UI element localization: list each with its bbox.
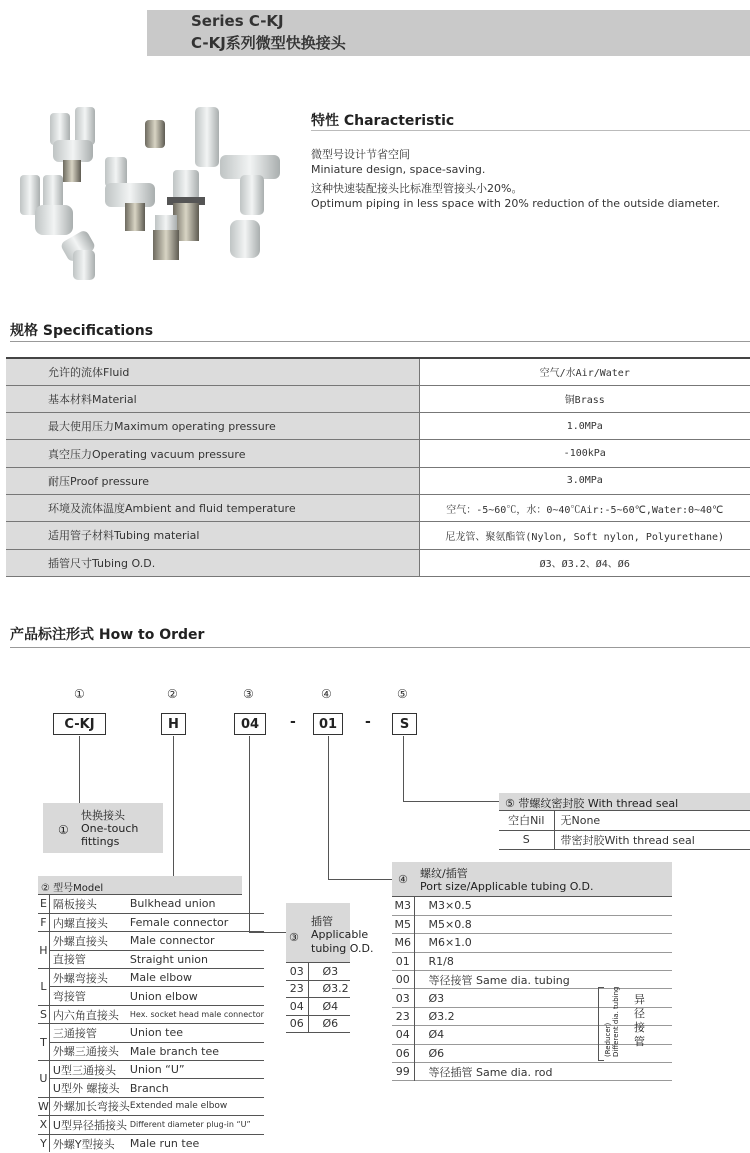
model-row (38, 932, 264, 950)
characteristic-divider (311, 130, 750, 131)
spec-key: 插管尺寸Tubing O.D. (6, 549, 419, 576)
tubing-number: ③ (289, 931, 299, 944)
model-cn: 外螺Y型接头 (52, 1137, 115, 1151)
model-panel-title: ② 型号Model (38, 876, 242, 895)
tubing-desc: Ø4 (322, 999, 339, 1013)
spec-key: 允许的流体Fluid (6, 358, 419, 385)
model-row (38, 895, 264, 913)
tubing-title-en-1: Applicable (311, 928, 369, 941)
spec-key: 最大使用压力Maximum operating pressure (6, 413, 419, 440)
tubing-row (286, 998, 350, 1016)
model-cn: 外螺三通接头 (49, 1042, 130, 1060)
model-code: Y (38, 1134, 49, 1152)
port-code: M6 (392, 934, 414, 952)
model-en: Male connector (130, 932, 264, 950)
series-title-en: Series C-KJ (191, 12, 284, 30)
spec-row (6, 358, 750, 385)
tubing-row (286, 980, 350, 998)
tubing-code: 23 (286, 980, 308, 998)
tubing-header (286, 903, 374, 962)
order-circle-2: ② (167, 687, 178, 701)
port-code: 01 (392, 952, 414, 970)
spec-key: 真空压力Operating vacuum pressure (6, 440, 419, 467)
model-cn: 外螺加长弯接头 (49, 1097, 130, 1115)
model-cn: 三通接管 (49, 1024, 130, 1042)
series-panel-text (81, 809, 138, 848)
connector-line (403, 801, 499, 802)
model-row (38, 987, 264, 1005)
model-code: T (38, 1024, 49, 1061)
model-code: F (38, 913, 49, 931)
model-cn: 直接管 (49, 950, 130, 968)
spec-key: 适用管子材料Tubing material (6, 522, 419, 549)
tubing-code: 06 (286, 1015, 308, 1033)
spec-value: 3.0MPa (419, 467, 750, 494)
tubing-title-cn: 插管 (311, 915, 333, 928)
model-cn: 内螺直接头 (49, 913, 130, 931)
tubing-desc: Ø3.2 (322, 982, 349, 996)
seal-row (499, 811, 750, 830)
spec-row (6, 467, 750, 494)
model-row (38, 1079, 264, 1097)
fitting-elbow-bottom (60, 229, 97, 280)
model-panel (38, 876, 264, 1152)
spec-row (6, 522, 750, 549)
port-row (392, 971, 672, 989)
model-en: Straight union (130, 950, 264, 968)
reducer-label-en (604, 987, 620, 1057)
model-row (38, 950, 264, 968)
model-code: H (38, 932, 49, 969)
port-desc: M5×0.8 (428, 918, 472, 932)
specifications-divider (10, 341, 750, 342)
reducer-en-2: Different dia. tubing (612, 986, 620, 1057)
port-desc: M6×1.0 (428, 936, 472, 950)
series-panel-number: ① (58, 823, 69, 837)
reducer-bracket (598, 1060, 604, 1061)
port-code: 04 (392, 1026, 414, 1044)
connector-line (328, 736, 329, 880)
port-size-title-en: Port size/Applicable tubing O.D. (420, 880, 594, 893)
port-row (392, 1063, 672, 1081)
model-row (38, 1024, 264, 1042)
seal-desc: 无None (560, 814, 601, 828)
port-size-panel (392, 862, 672, 1081)
model-row (38, 1005, 264, 1023)
series-panel-en-1: One-touch (81, 822, 139, 835)
tubing-desc: Ø6 (322, 1017, 339, 1031)
specifications-title: 规格 Specifications (10, 323, 154, 339)
fitting-elbow-right (220, 155, 280, 215)
characteristic-line-1: 微型号设计节省空间 (311, 148, 410, 161)
model-en: Union elbow (130, 987, 264, 1005)
model-cn: U型三通接头 (49, 1061, 130, 1079)
model-cn: 外螺弯接头 (49, 969, 130, 987)
spec-value: 1.0MPa (419, 413, 750, 440)
fitting-female (230, 220, 260, 258)
model-code: E (38, 895, 49, 913)
order-divider (10, 647, 750, 648)
spec-row (6, 385, 750, 412)
seal-panel (499, 793, 750, 850)
spec-key: 耐压Proof pressure (6, 467, 419, 494)
order-circle-1: ① (74, 687, 85, 701)
port-code: 06 (392, 1044, 414, 1062)
tubing-desc: Ø3 (322, 964, 339, 978)
code-box-seal: S (392, 713, 417, 735)
port-code: 23 (392, 1007, 414, 1025)
fitting-union (195, 107, 219, 167)
model-cn: 弯接管 (49, 987, 130, 1005)
reducer-bracket (598, 987, 599, 1061)
port-desc: Ø4 (428, 1028, 445, 1042)
fitting-hex-connector (153, 215, 179, 260)
tubing-code: 03 (286, 963, 308, 981)
code-box-series: C-KJ (53, 713, 106, 735)
tubing-row (286, 963, 350, 981)
specifications-table (6, 357, 750, 577)
port-desc: M3×0.5 (428, 899, 472, 913)
order-circle-3: ③ (243, 687, 254, 701)
spec-row (6, 413, 750, 440)
order-circle-5: ⑤ (397, 687, 408, 701)
fitting-male-connector (145, 120, 165, 148)
code-dash: - (290, 714, 296, 730)
port-desc: 等径插管 Same dia. rod (428, 1065, 553, 1079)
port-row (392, 989, 672, 1007)
connector-line (403, 736, 404, 802)
series-panel-cn: 快换接头 (81, 809, 125, 822)
code-box-tubing: 04 (234, 713, 266, 735)
characteristic-line-4: Optimum piping in less space with 20% reduction of the outside diameter. (311, 197, 720, 210)
port-row (392, 1026, 672, 1044)
spec-value: -100kPa (419, 440, 750, 467)
code-dash: - (365, 714, 371, 730)
characteristic-line-2: Miniature design, space-saving. (311, 163, 486, 176)
seal-desc: 带密封胶With thread seal (560, 833, 695, 847)
spec-key: 环境及流体温度Ambient and fluid temperature (6, 494, 419, 521)
model-cn: 内六角直接头 (49, 1005, 130, 1023)
seal-code: S (499, 830, 554, 849)
spec-value: 空气/水Air/Water (419, 358, 750, 385)
reducer-en-1: (Reducer) (604, 1022, 612, 1057)
spec-value: 空气：-5~60℃，水：0~40℃Air:-5~60℃,Water:0~40℃ (419, 494, 750, 521)
model-row (38, 1116, 264, 1134)
port-size-number: ④ (398, 873, 408, 886)
model-cn: 隔板接头 (49, 895, 130, 913)
port-code: M3 (392, 897, 414, 915)
seal-row (499, 830, 750, 849)
order-circle-4: ④ (321, 687, 332, 701)
model-row (38, 913, 264, 931)
model-en: Branch (130, 1079, 264, 1097)
model-code: X (38, 1116, 49, 1134)
model-en: Male elbow (130, 969, 264, 987)
model-row (38, 1042, 264, 1060)
model-en: Union tee (130, 1024, 264, 1042)
model-cn: U型外 螺接头 (49, 1079, 130, 1097)
model-row (38, 1097, 264, 1115)
spec-row (6, 440, 750, 467)
series-panel-en-2: fittings (81, 835, 120, 848)
model-en: Bulkhead union (130, 895, 264, 913)
spec-row (6, 549, 750, 576)
characteristic-title: 特性 Characteristic (311, 113, 455, 129)
port-row (392, 952, 672, 970)
tubing-panel (286, 903, 374, 1033)
order-title: 产品标注形式 How to Order (10, 627, 205, 643)
model-en: Female connector (130, 913, 264, 931)
fitting-tee (50, 107, 95, 182)
model-code: W (38, 1097, 49, 1115)
port-code: 03 (392, 989, 414, 1007)
model-en: Hex. socket head male connector (130, 1005, 264, 1023)
port-row (392, 915, 672, 933)
fitting-elbow-left (20, 175, 73, 235)
port-row (392, 1044, 672, 1062)
model-en: Male branch tee (130, 1042, 264, 1060)
fitting-branch (105, 157, 155, 231)
model-row (38, 1061, 264, 1079)
spec-row (6, 494, 750, 521)
port-code: 00 (392, 971, 414, 989)
model-en: Union “U” (130, 1061, 264, 1079)
model-en: Extended male elbow (130, 1097, 264, 1115)
model-code: U (38, 1061, 49, 1098)
port-row (392, 1007, 672, 1025)
characteristic-line-3: 这种快速装配接头比标准型管接头小20%。 (311, 182, 523, 195)
port-code: M5 (392, 915, 414, 933)
port-desc: Ø3.2 (428, 1010, 455, 1024)
model-en: Different diameter plug-in “U” (130, 1116, 264, 1134)
connector-line (328, 879, 392, 880)
port-row (392, 897, 672, 915)
seal-code: 空白Nil (499, 811, 554, 830)
series-title-cn: C-KJ系列微型快换接头 (191, 34, 346, 52)
spec-value: Ø3、Ø3.2、Ø4、Ø6 (419, 549, 750, 576)
code-box-model: H (161, 713, 186, 735)
model-row (38, 1134, 264, 1152)
spec-value: 尼龙管、聚氨酯管(Nylon, Soft nylon, Polyurethane) (419, 522, 750, 549)
spec-key: 基本材料Material (6, 385, 419, 412)
tubing-title-en-2: tubing O.D. (311, 942, 374, 955)
port-desc: 等径接管 Same dia. tubing (428, 973, 570, 987)
model-code: L (38, 969, 49, 1006)
code-box-port: 01 (313, 713, 343, 735)
product-photo (15, 95, 300, 295)
seal-panel-title: ⑤ 带螺纹密封胶 With thread seal (499, 793, 750, 811)
tubing-row (286, 1015, 350, 1033)
model-row (38, 969, 264, 987)
port-code: 99 (392, 1063, 414, 1081)
port-size-title-cn: 螺纹/插管 (420, 867, 468, 880)
port-desc: Ø6 (428, 1046, 445, 1060)
model-cn: 外螺直接头 (49, 932, 130, 950)
port-desc: R1/8 (428, 954, 454, 968)
reducer-label-cn: 异径接管 (634, 993, 645, 1048)
port-size-header (392, 862, 672, 897)
connector-line (79, 736, 80, 804)
series-panel (43, 803, 163, 853)
model-code: S (38, 1005, 49, 1023)
tubing-code: 04 (286, 998, 308, 1016)
port-desc: Ø3 (428, 991, 445, 1005)
model-en: Male run tee (129, 1137, 200, 1151)
model-cn: U型异径插接头 (49, 1116, 130, 1134)
spec-value: 铜Brass (419, 385, 750, 412)
port-row (392, 934, 672, 952)
connector-line (173, 736, 174, 876)
